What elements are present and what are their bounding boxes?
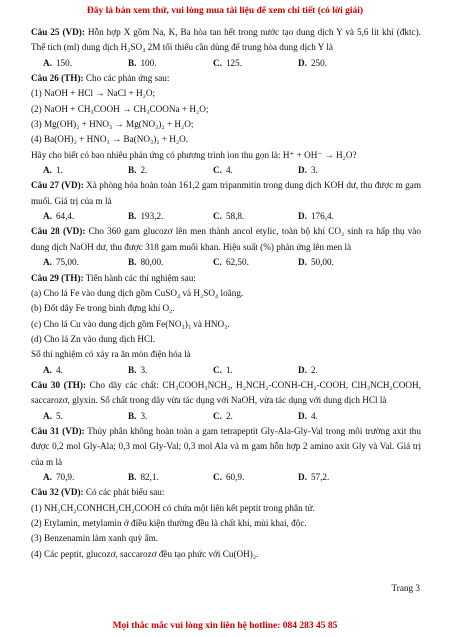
- option-letter: B.: [128, 364, 137, 375]
- option-letter: D.: [298, 410, 307, 421]
- question-27-options: [31, 209, 421, 224]
- statement-line: (2) Etylamin, metylamin ở điều kiện thường đều là chất khí, mùi khai, độc.: [31, 518, 307, 528]
- option-letter: A.: [43, 471, 52, 482]
- option-letter: B.: [128, 211, 137, 222]
- option-value: 82,1.: [140, 471, 159, 482]
- experiment-line: (a) Cho lá Fe vào dung dịch gồm CuSO₄ và H₂SO₄ loãng.: [31, 287, 244, 298]
- option-b: [128, 363, 213, 378]
- reaction-line: (2) NaOH + CH₃COOH → CH₃COONa + H₂O;: [31, 103, 209, 114]
- question-29-options: [31, 363, 421, 378]
- option-letter: A.: [43, 364, 52, 375]
- option-d: [298, 470, 383, 485]
- option-b: [128, 163, 213, 178]
- question-25-head: Câu 25 (VD):: [31, 27, 85, 37]
- question-stem: Có các phát biểu sau:: [83, 487, 165, 498]
- option-c: [213, 163, 298, 178]
- page-number: Trang 3: [391, 583, 420, 593]
- question-31: [31, 424, 421, 470]
- experiment-line: (d) Cho lá Zn vào dung dịch HCl.: [31, 333, 156, 344]
- question-head: Câu 27 (VD):: [31, 180, 84, 191]
- experiment-line: (b) Đốt dây Fe trong bình đựng khí O₂.: [31, 303, 175, 314]
- question-stem: Thủy phân không hoàn toàn a gam tetrapeptit Gly-Ala-Gly-Val trong môi trường axit thu được 0,2 mol Gly-Ala; 0,3 mol Gly-Val; 0,3 mol Ala và m gam hỗn hợp 2 amino axit Gly và Val. Giá trị của m là: [31, 425, 421, 467]
- option-letter: D.: [298, 211, 307, 222]
- option-letter: C.: [213, 165, 222, 176]
- option-value: 62,50.: [225, 257, 249, 268]
- question-stem: Cho các phản ứng sau:: [83, 73, 170, 84]
- option-value: 80,00.: [140, 257, 164, 268]
- option-letter: C.: [213, 211, 222, 222]
- option-value: 250.: [310, 57, 328, 68]
- option-c: [213, 409, 298, 424]
- hotline-banner: Mọi thắc mắc vui lòng xin liên hệ hotline: 084 283 45 85: [112, 621, 338, 631]
- option-value: 100.: [140, 57, 157, 68]
- option-value: 4.: [225, 165, 233, 176]
- option-value: 4.: [55, 364, 63, 375]
- option-value: 176,4.: [310, 211, 334, 222]
- option-c: [213, 255, 298, 270]
- option-letter: A.: [43, 410, 52, 421]
- question-25: [31, 25, 421, 56]
- preview-banner: Đây là bản xem thử, vui lòng mua tài liệu để xem chi tiết (có lời giải): [86, 6, 364, 16]
- option-d: [298, 363, 383, 378]
- option-a: [43, 163, 128, 178]
- option-a: [43, 56, 128, 71]
- option-c: [213, 363, 298, 378]
- option-value: 2.: [310, 364, 318, 375]
- option-value: 3.: [310, 165, 318, 176]
- option-a: [43, 363, 128, 378]
- option-d: [298, 409, 383, 424]
- question-head: Câu 29 (TH):: [31, 272, 84, 283]
- option-value: 70,9.: [55, 471, 75, 482]
- option-c: [213, 56, 298, 71]
- question-27: [31, 178, 421, 209]
- option-value: 3.: [140, 364, 148, 375]
- option-value: 50,00.: [310, 257, 334, 268]
- option-value: 60,9.: [225, 471, 245, 482]
- statement-line: (3) Benzenamin làm xanh quỳ ẩm.: [31, 533, 159, 544]
- option-letter: D.: [298, 471, 307, 482]
- option-letter: D.: [298, 364, 307, 375]
- option-letter: A.: [43, 257, 52, 268]
- question-31-options: [31, 470, 421, 485]
- question-32: [31, 485, 421, 500]
- experiment-line: (c) Cho lá Cu vào dung dịch gồm Fe(NO₃)₃ và HNO₃.: [31, 318, 230, 329]
- option-value: 193,2.: [140, 211, 164, 222]
- option-value: 58,8.: [225, 211, 245, 222]
- option-letter: A.: [43, 165, 52, 176]
- option-a: [43, 255, 128, 270]
- question-28-options: [31, 255, 421, 270]
- question-stem: Xà phòng hóa hoàn toàn 161,2 gam tripanmitin trong dung dịch KOH dư, thu được m gam muối. Giá trị của m là: [31, 180, 421, 206]
- option-value: 57,2.: [310, 471, 330, 482]
- option-letter: B.: [128, 257, 137, 268]
- question-stem: Tiến hành các thí nghiệm sau:: [83, 272, 196, 283]
- question-30: [31, 378, 421, 409]
- option-letter: B.: [128, 410, 137, 421]
- question-28: [31, 224, 421, 255]
- option-b: [128, 209, 213, 224]
- question-content: [31, 25, 421, 562]
- option-letter: A.: [43, 57, 52, 68]
- option-letter: C.: [213, 57, 222, 68]
- question-stem: Cho 360 gam glucozơ lên men thành ancol etylic, toàn bộ khí CO₂ sinh ra hấp thụ vào dung dịch NaOH dư, thu được 318 gam muối khan. Hiệu suất (%) phản ứng lên men là: [31, 226, 421, 252]
- option-value: 75,00.: [55, 257, 79, 268]
- option-letter: C.: [213, 364, 222, 375]
- option-letter: B.: [128, 57, 137, 68]
- option-value: 64,4.: [55, 211, 75, 222]
- option-letter: A.: [43, 211, 52, 222]
- option-value: 1.: [225, 364, 233, 375]
- option-a: [43, 409, 128, 424]
- option-letter: C.: [213, 257, 222, 268]
- option-letter: C.: [213, 410, 222, 421]
- question-head: Câu 28 (VD):: [31, 226, 86, 237]
- question-30-options: [31, 409, 421, 424]
- option-value: 150.: [55, 57, 73, 68]
- option-c: [213, 470, 298, 485]
- question-25-stem: Hỗn hợp X gồm Na, K, Ba hòa tan hết trong nước tạo dung dịch Y và 5,6 lít khí (đktc). Thể tích (ml) dung dịch H₂SO₄ 2M tối thiểu cần dùng để trung hòa dung dịch Y là: [31, 27, 421, 53]
- option-d: [298, 163, 383, 178]
- question-stem: Cho dãy các chất: CH₃COOH₃NCH₃, H₂NCH₂-CONH-CH₂-COOH, ClH₃NCH₂COOH, saccarozơ, glyxin. Số chất trong dãy vừa tác dụng với NaOH, vừa tác dụng với dung dịch HCl là: [31, 379, 421, 406]
- option-value: 2.: [225, 410, 233, 421]
- reaction-line: (1) NaOH + HCl → NaCl + H₂O;: [31, 88, 156, 99]
- question-26-prompt: Hãy cho biết có bao nhiêu phản ứng có phương trình ion thu gọn là: H⁺ + OH⁻ → H₂O?: [31, 149, 357, 160]
- option-b: [128, 409, 213, 424]
- option-value: 4.: [310, 410, 318, 421]
- option-letter: C.: [213, 471, 222, 482]
- option-letter: D.: [298, 57, 307, 68]
- question-head: Câu 32 (VD):: [31, 487, 84, 498]
- option-value: 5.: [55, 410, 63, 421]
- question-head: Câu 31 (VD):: [31, 425, 85, 436]
- option-b: [128, 255, 213, 270]
- option-value: 1.: [55, 165, 63, 176]
- option-d: [298, 209, 383, 224]
- option-value: 2.: [140, 165, 148, 176]
- option-letter: B.: [128, 471, 137, 482]
- option-letter: D.: [298, 257, 307, 268]
- question-26-options: [31, 163, 421, 178]
- option-c: [213, 209, 298, 224]
- option-d: [298, 255, 383, 270]
- statement-line: (1) NH₂CH₂CONHCH₂CH₂COOH có chứa một liên kết peptit trong phân tử.: [31, 502, 315, 513]
- question-26: [31, 71, 421, 86]
- option-letter: B.: [128, 165, 137, 176]
- option-value: 3.: [140, 410, 148, 421]
- question-29: [31, 271, 421, 286]
- statement-line: (4) Các peptit, glucozơ, saccarozơ đều tạo phức với Cu(OH)₂.: [31, 548, 259, 559]
- option-value: 125.: [225, 57, 243, 68]
- option-b: [128, 56, 213, 71]
- option-a: [43, 209, 128, 224]
- question-29-prompt: Số thí nghiệm có xảy ra ăn mòn điện hóa là: [31, 349, 191, 360]
- reaction-line: (3) Mg(OH)₂ + HNO₃ → Mg(NO₃)₂ + H₂O;: [31, 119, 194, 130]
- option-b: [128, 470, 213, 485]
- question-25-options: [31, 56, 421, 71]
- question-26-head: Câu 26 (TH):: [31, 73, 84, 84]
- question-head: Câu 30 (TH):: [31, 379, 87, 390]
- option-letter: D.: [298, 165, 307, 176]
- option-a: [43, 470, 128, 485]
- option-d: [298, 56, 383, 71]
- reaction-line: (4) Ba(OH)₂ + HNO₃ → Ba(NO₃)₂ + H₂O.: [31, 134, 189, 145]
